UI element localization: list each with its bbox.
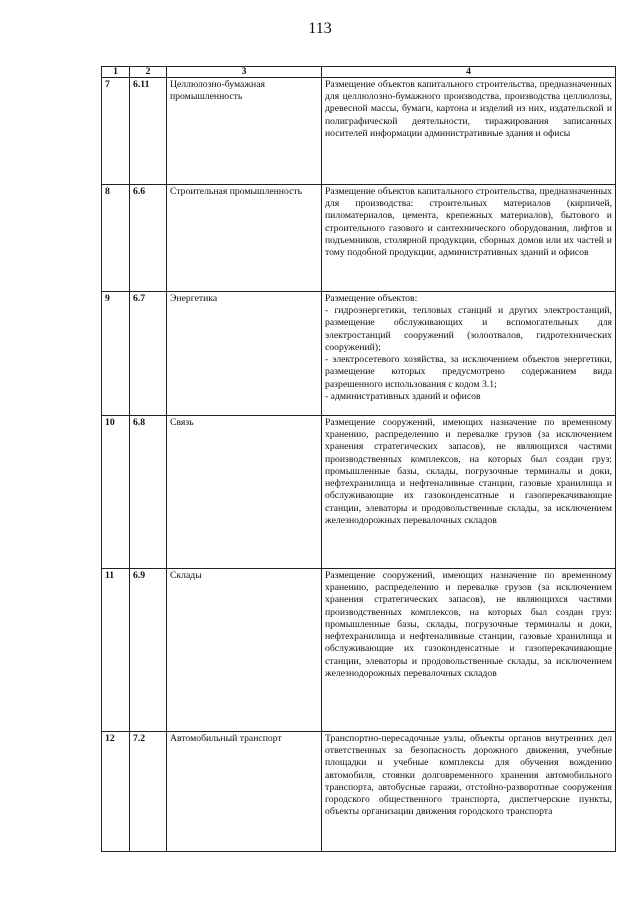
page-number: 113: [308, 20, 332, 37]
row-code: 6.11: [130, 78, 167, 185]
row-code: 7.2: [130, 732, 167, 852]
row-name: Энергетика: [167, 292, 322, 416]
row-name: Связь: [167, 416, 322, 569]
description-paragraph: - административных зданий и офисов: [325, 390, 481, 402]
row-number: 12: [102, 732, 130, 852]
table-row: [102, 569, 616, 732]
header-cell: 2: [130, 67, 167, 78]
header-cell: 1: [102, 67, 130, 78]
header-cell: 4: [322, 67, 616, 78]
row-code: 6.9: [130, 569, 167, 732]
header-cell: 3: [167, 67, 322, 78]
table-row: [102, 732, 616, 852]
row-name: Целлюлозно-бумажная промышленность: [167, 78, 322, 185]
row-description: [322, 292, 616, 416]
description-paragraph: Размещение сооружений, имеющих назначение по временному хранению, распределению и перевалке грузов (за исключением хранения стратегических запасов), не являющихся частями производственных комплексов, на которых был создан груз: промышленные базы, склады, погрузочные терминалы и доки, нефтехранилища и нефтеналивные станции, газовые хранилища и обслуживающие их газоконденсатные и газоперекачивающие станции, элеваторы и продовольственные склады, за исключением железнодорожных перевалочных складов: [325, 417, 612, 526]
table-header-row: [102, 67, 616, 78]
row-number: 7: [102, 78, 130, 185]
row-description: [322, 416, 616, 569]
description-paragraph: Размещение объектов капитального строительства, предназначенных для целлюлозно-бумажного производства, производства целлюлозы, древесной массы, бумаги, картона и изделий из них, издательской и полиграфической деятельности, тиражирования записанных носителей информации административные здания и офисы: [325, 79, 612, 139]
table-row: [102, 416, 616, 569]
row-number: 11: [102, 569, 130, 732]
row-number: 8: [102, 185, 130, 292]
description-paragraph: - гидроэнергетики, тепловых станций и других электростанций, размещение обслуживающих и вспомогательных для электростанций сооружений (золоотвалов, гидротехнических сооружений);: [325, 305, 612, 353]
row-description: [322, 732, 616, 852]
row-description: [322, 185, 616, 292]
table-row: [102, 185, 616, 292]
row-code: 6.7: [130, 292, 167, 416]
description-paragraph: Размещение объектов капитального строительства, предназначенных для производства: строительных материалов (кирпичей, пиломатериалов, цемента, крепежных материалов), бытового и строительного газового и сантехнического оборудования, лифтов и подъемников, столярной продукции, сборных домов или их частей и тому подобной продукции, административных зданий и офисов: [325, 186, 612, 259]
description-paragraph: Транспортно-пересадочные узлы, объекты органов внутренних дел ответственных за безопасность дорожного движения, учебные площадки и учебные комплексы для обучения вождению автомобиля, стоянки долговременного хранения автомобильного транспорта, автобусные гаражи, отстойно-разворотные сооружения городского общественного транспорта, диспетчерские пункты, объекты организации движения городского транспорта: [325, 733, 612, 818]
row-name: Строительная промышленность: [167, 185, 322, 292]
row-description: [322, 78, 616, 185]
row-code: 6.6: [130, 185, 167, 292]
row-number: 9: [102, 292, 130, 416]
description-paragraph: Размещение сооружений, имеющих назначение по временному хранению, распределению и перевалке грузов (за исключением хранения стратегических запасов), не являющихся частями производственных комплексов, на которых был создан груз: промышленные базы, склады, погрузочные терминалы и доки, нефтехранилища и нефтеналивные станции, газовые хранилища и обслуживающие их газоконденсатные и газоперекачивающие станции, элеваторы и продовольственные склады, за исключением железнодорожных перевалочных складов: [325, 570, 612, 679]
table-row: [102, 78, 616, 185]
row-name: Автомобильный транспорт: [167, 732, 322, 852]
land-use-table: [101, 66, 616, 852]
row-number: 10: [102, 416, 130, 569]
description-paragraph: Размещение объектов:: [325, 293, 418, 304]
row-code: 6.8: [130, 416, 167, 569]
table-row: [102, 292, 616, 416]
row-name: Склады: [167, 569, 322, 732]
row-description: [322, 569, 616, 732]
description-paragraph: - электросетевого хозяйства, за исключением объектов энергетики, размещение которых предусмотрено содержанием вида разрешенного использования с кодом 3.1;: [325, 354, 612, 390]
